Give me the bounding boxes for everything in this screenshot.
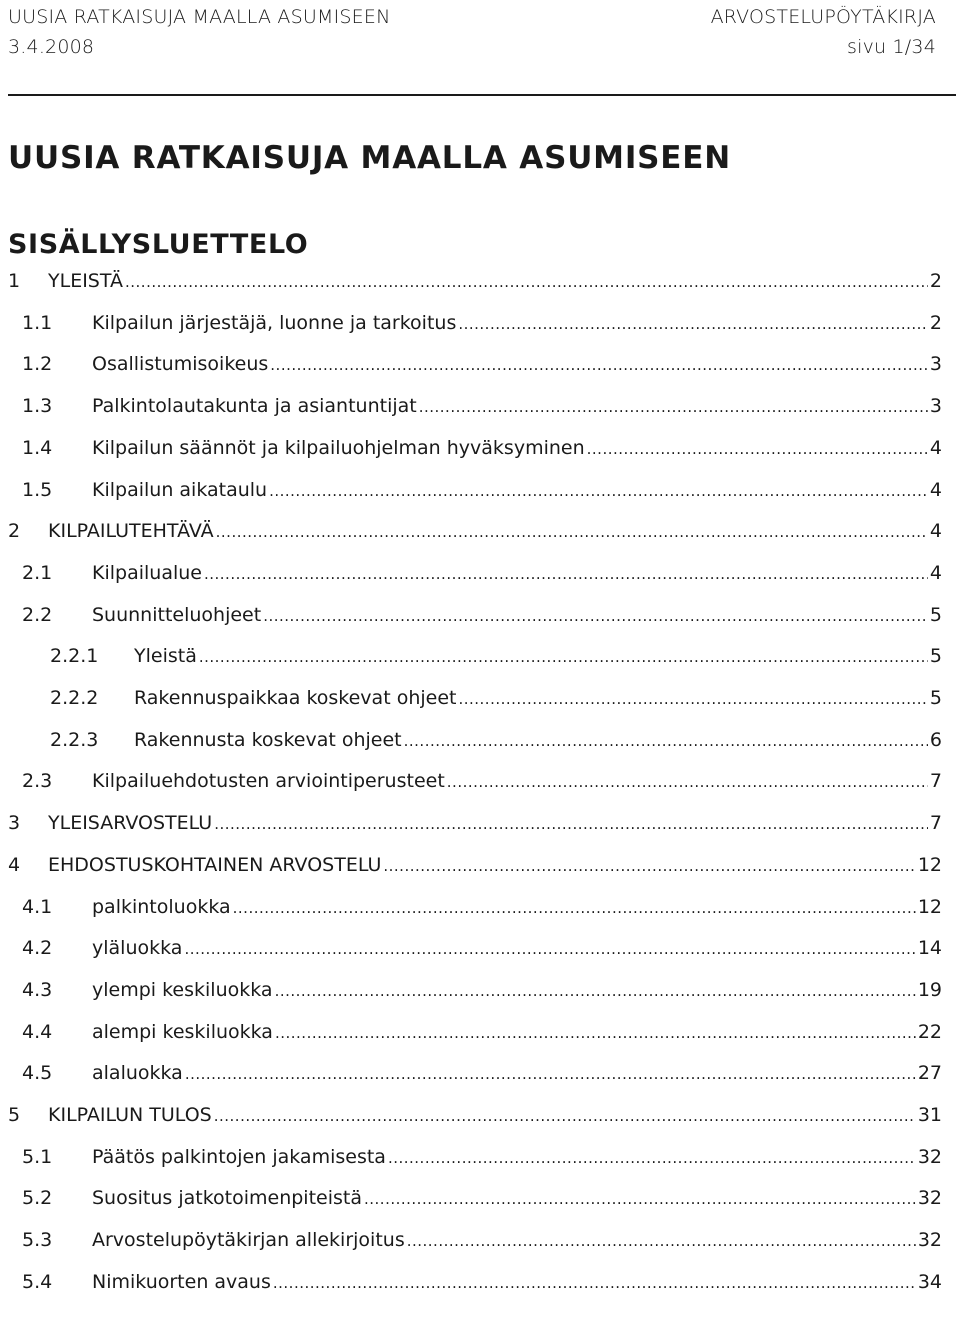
- toc-entry-page: 5: [929, 687, 942, 709]
- toc-entry-title: Nimikuorten avaus: [92, 1270, 271, 1293]
- toc-entry-number: 1.4: [22, 436, 53, 459]
- toc-entry-leader: [275, 975, 916, 1006]
- toc-entry-title: Kilpailun säännöt ja kilpailuohjelman hyväksyminen: [92, 436, 585, 459]
- toc-entry[interactable]: [0, 433, 942, 463]
- toc-entry-number: 4: [8, 853, 21, 876]
- toc-entry-page: 14: [917, 937, 942, 960]
- toc-entry-page: 2: [929, 270, 942, 292]
- toc-entry-page: 7: [929, 812, 942, 835]
- toc-entry-leader: [458, 683, 927, 714]
- toc-entry-number: 1.1: [22, 311, 53, 334]
- toc-entry-leader: [184, 933, 915, 964]
- toc-entry-leader: [216, 516, 928, 547]
- toc-entry-page: 4: [929, 561, 942, 584]
- toc-entry-page: 32: [917, 1187, 942, 1210]
- toc-entry-leader: [199, 641, 928, 672]
- toc-entry-title: Palkintolautakunta ja asiantuntijat: [92, 395, 417, 418]
- toc-entry[interactable]: [0, 808, 942, 838]
- toc-entry-page: 22: [917, 1020, 942, 1043]
- toc-entry-leader: [269, 475, 928, 506]
- toc-entry-leader: [407, 1225, 916, 1256]
- toc-entry-page: 12: [917, 895, 942, 918]
- toc-entry-title: Rakennuspaikkaa koskevat ohjeet: [134, 687, 457, 709]
- toc-entry-title: Arvostelupöytäkirjan allekirjoitus: [92, 1229, 405, 1252]
- toc-entry[interactable]: [0, 766, 942, 796]
- page-header-bottom: [8, 36, 936, 58]
- toc-entry-page: 2: [929, 311, 942, 334]
- toc-entry[interactable]: [0, 1267, 942, 1297]
- page-header-top: [8, 6, 936, 28]
- toc-entry-page: 5: [929, 603, 942, 626]
- toc-entry-title: Rakennusta koskevat ohjeet: [134, 728, 402, 751]
- toc-entry-leader: [275, 1017, 916, 1048]
- toc-entry-page: 27: [917, 1062, 942, 1085]
- toc-entry-title: Suositus jatkotoimenpiteistä: [92, 1187, 362, 1210]
- toc-entry-leader: [214, 1100, 916, 1131]
- toc-entry-leader: [185, 1058, 916, 1089]
- toc-entry-number: 4.3: [22, 978, 53, 1001]
- toc-entry-leader: [273, 1267, 916, 1298]
- toc-entry-number: 1.3: [22, 395, 53, 418]
- toc-entry[interactable]: [0, 266, 942, 296]
- toc-entry-title: Kilpailualue: [92, 561, 202, 584]
- toc-entry-page: 32: [917, 1229, 942, 1252]
- toc-entry-number: 5.4: [22, 1270, 53, 1293]
- toc-entry[interactable]: [0, 1142, 942, 1172]
- toc-entry-title: Kilpailun aikataulu: [92, 478, 268, 501]
- toc-entry[interactable]: [0, 850, 942, 880]
- toc-entry-page: 3: [929, 353, 942, 376]
- toc-entry[interactable]: [0, 1183, 942, 1213]
- toc-entry-page: 4: [929, 436, 942, 459]
- toc-entry-number: 1: [8, 270, 21, 292]
- toc-entry-number: 4.1: [22, 895, 53, 918]
- toc-entry-title: YLEISARVOSTELU: [48, 812, 213, 835]
- toc-entry[interactable]: [0, 475, 942, 505]
- toc-entry-leader: [388, 1142, 916, 1173]
- toc-entry-leader: [587, 433, 928, 464]
- toc-entry-number: 2.2.2: [50, 687, 99, 709]
- toc-entry-page: 4: [929, 478, 942, 501]
- toc-entry-number: 5: [8, 1104, 21, 1126]
- toc-entry-leader: [263, 600, 928, 631]
- toc-entry-number: 5.1: [22, 1145, 53, 1168]
- toc-entry-page: 6: [929, 728, 942, 751]
- toc-entry-number: 2: [8, 520, 21, 543]
- toc-entry-page: 32: [917, 1145, 942, 1168]
- toc-entry[interactable]: [0, 641, 942, 671]
- toc-entry-number: 2.2.1: [50, 645, 99, 668]
- header-date: 3.4.2008: [8, 36, 95, 58]
- toc-entry-title: EHDOSTUSKOHTAINEN ARVOSTELU: [48, 853, 382, 876]
- toc-entry-number: 2.2: [22, 603, 53, 626]
- toc-entry-number: 1.5: [22, 478, 53, 501]
- toc-entry-number: 5.2: [22, 1187, 53, 1210]
- toc-entry-title: alempi keskiluokka: [92, 1020, 273, 1043]
- toc-entry-title: Suunnitteluohjeet: [92, 603, 262, 626]
- toc-entry-leader: [270, 349, 928, 380]
- toc-entry[interactable]: [0, 892, 942, 922]
- toc-entry[interactable]: [0, 1017, 942, 1047]
- toc-entry-title: Yleistä: [134, 645, 197, 668]
- toc-entry-title: yläluokka: [92, 937, 183, 960]
- toc-entry-number: 2.3: [22, 770, 53, 793]
- toc-entry-page: 12: [917, 853, 942, 876]
- toc-entry-number: 2.1: [22, 561, 53, 584]
- header-document-type: ARVOSTELUPÖYTÄKIRJA: [710, 6, 936, 28]
- toc-entry-leader: [233, 892, 916, 923]
- toc-entry-page: 7: [929, 770, 942, 793]
- toc-entry-leader: [204, 558, 928, 589]
- toc-entry[interactable]: [0, 558, 942, 588]
- toc-entry[interactable]: [0, 391, 942, 421]
- toc-entry-title: KILPAILUTEHTÄVÄ: [48, 520, 214, 543]
- toc-entry-number: 4.4: [22, 1020, 53, 1043]
- toc-entry[interactable]: [0, 725, 942, 755]
- toc-entry-title: palkintoluokka: [92, 895, 231, 918]
- toc-entry-number: 5.3: [22, 1229, 53, 1252]
- toc-entry-title: alaluokka: [92, 1062, 183, 1085]
- toc-entry-leader: [383, 850, 915, 881]
- toc-entry[interactable]: [0, 933, 942, 963]
- toc-entry-title: Kilpailuehdotusten arviointiperusteet: [92, 770, 445, 793]
- toc-entry[interactable]: [0, 349, 942, 379]
- toc-entry-number: 4.5: [22, 1062, 53, 1085]
- toc-entry-page: 31: [917, 1104, 942, 1126]
- toc-entry-title: Osallistumisoikeus: [92, 353, 269, 376]
- header-divider: [8, 94, 956, 96]
- toc-entry-title: Päätös palkintojen jakamisesta: [92, 1145, 386, 1168]
- toc-entry-title: ylempi keskiluokka: [92, 978, 273, 1001]
- toc-entry[interactable]: [0, 516, 942, 546]
- toc-entry-leader: [125, 266, 928, 297]
- toc-entry-title: KILPAILUN TULOS: [48, 1104, 212, 1126]
- toc-entry-number: 1.2: [22, 353, 53, 376]
- document-title: UUSIA RATKAISUJA MAALLA ASUMISEEN: [8, 140, 731, 176]
- toc-entry-title: Kilpailun järjestäjä, luonne ja tarkoitus: [92, 311, 457, 334]
- toc-entry[interactable]: [0, 1100, 942, 1130]
- toc-entry-page: 4: [929, 520, 942, 543]
- toc-entry-leader: [458, 308, 928, 339]
- toc-entry-leader: [404, 725, 928, 756]
- toc-entry-title: YLEISTÄ: [48, 270, 123, 292]
- toc-entry-page: 34: [917, 1270, 942, 1293]
- toc-entry-leader: [419, 391, 928, 422]
- toc-entry[interactable]: [0, 308, 942, 338]
- toc-entry[interactable]: [0, 600, 942, 630]
- toc-entry-leader: [447, 766, 928, 797]
- toc-heading: SISÄLLYSLUETTELO: [8, 229, 309, 260]
- toc-entry-number: 3: [8, 812, 21, 835]
- toc-entry-number: 4.2: [22, 937, 53, 960]
- toc-entry-number: 2.2.3: [50, 728, 99, 751]
- header-page-number: sivu 1/34: [847, 36, 936, 58]
- toc-entry-page: 3: [929, 395, 942, 418]
- toc-entry-leader: [214, 808, 928, 839]
- toc-entry-page: 19: [917, 978, 942, 1001]
- toc-entry[interactable]: [0, 1058, 942, 1088]
- toc-entry-page: 5: [929, 645, 942, 668]
- toc-entry[interactable]: [0, 1225, 942, 1255]
- toc-entry-leader: [364, 1183, 916, 1214]
- toc-entry[interactable]: [0, 975, 942, 1005]
- header-document-name: UUSIA RATKAISUJA MAALLA ASUMISEEN: [8, 6, 391, 28]
- toc-entry[interactable]: [0, 683, 942, 713]
